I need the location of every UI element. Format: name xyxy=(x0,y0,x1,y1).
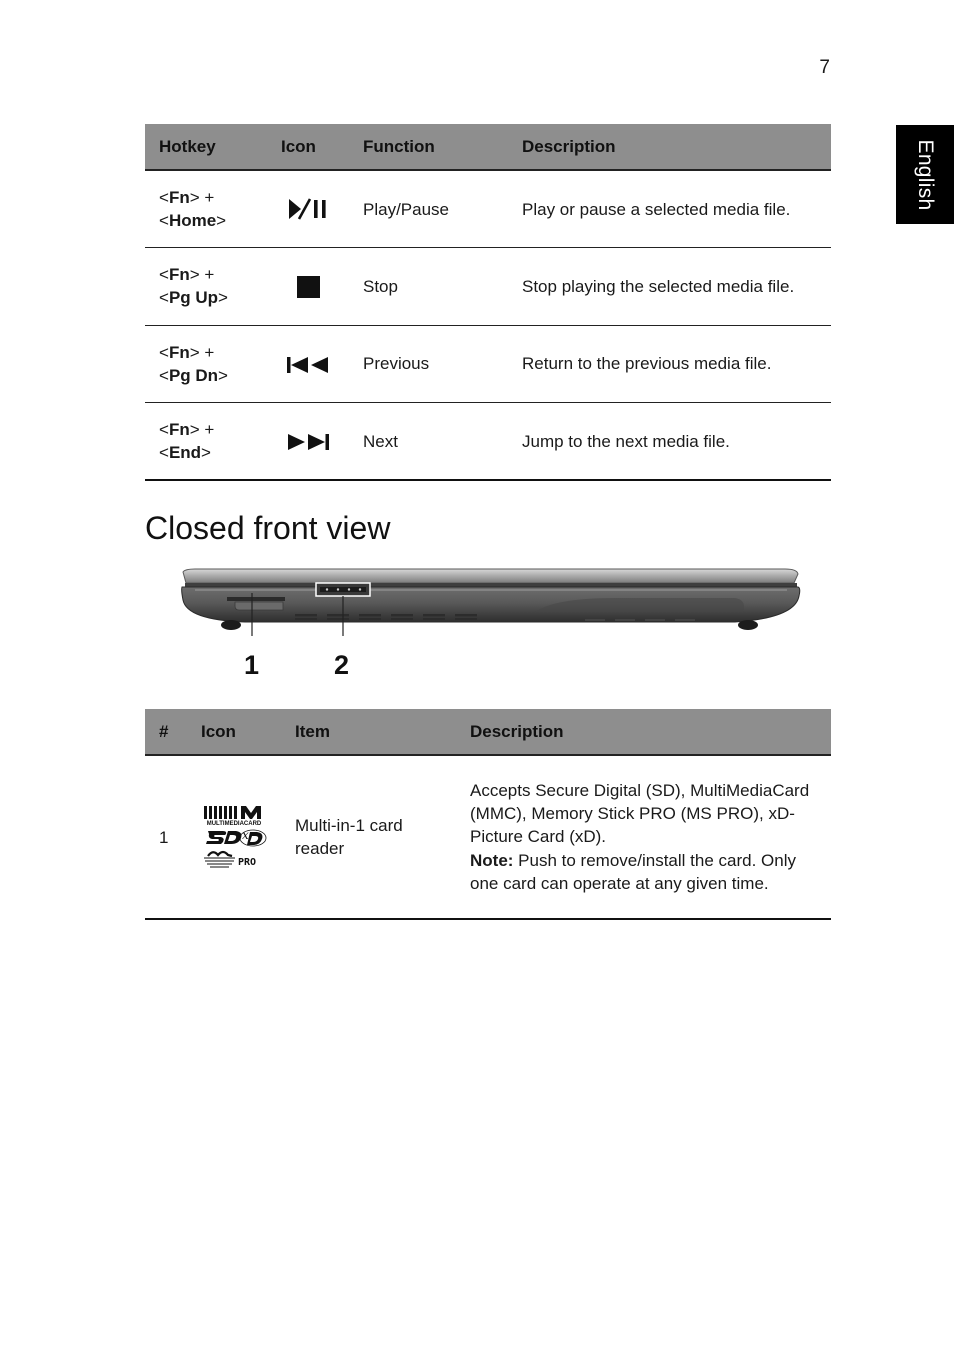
header-function: Function xyxy=(349,124,508,170)
next-icon xyxy=(286,432,330,452)
number-cell: 1 xyxy=(145,755,187,919)
stop-icon xyxy=(287,275,329,299)
card-reader-icon xyxy=(201,805,267,869)
header-item: Item xyxy=(281,709,456,755)
callout-1: 1 xyxy=(244,650,260,680)
hotkey-key: Pg Dn xyxy=(168,365,219,385)
previous-icon xyxy=(286,355,330,375)
table-row xyxy=(145,170,831,248)
section-title: Closed front view xyxy=(145,510,391,546)
note-text xyxy=(470,849,817,895)
hotkey-key: Fn xyxy=(168,188,190,207)
header-number: # xyxy=(145,709,187,755)
hotkey-cell: <Fn> + <End> xyxy=(145,403,267,481)
svg-text:MULTIMEDIACARD: MULTIMEDIACARD xyxy=(206,821,262,827)
play-pause-icon xyxy=(287,197,329,221)
table-row xyxy=(145,755,831,919)
icon-cell xyxy=(267,403,349,481)
note-body: Push to remove/install the card. Only one card can operate at any given time. xyxy=(470,850,796,893)
function-cell: Stop xyxy=(349,248,508,326)
description-cell xyxy=(456,755,831,919)
laptop-front-image xyxy=(175,566,805,636)
table-row xyxy=(145,248,831,326)
icon-cell xyxy=(187,755,281,919)
svg-text:x: x xyxy=(242,828,249,842)
closed-front-view-illustration xyxy=(175,566,805,641)
hotkey-cell: <Fn> + <Home> xyxy=(145,170,267,248)
callout-2: 2 xyxy=(334,650,350,680)
hotkey-key: Fn xyxy=(168,265,190,285)
hotkey-cell: <Fn> + <Pg Up> xyxy=(145,248,267,326)
table-row xyxy=(145,403,831,481)
description-text: Accepts Secure Digital (SD), MultiMediaCard (MMC), Memory Stick PRO (MS PRO), xD-Picture Card (xD). xyxy=(470,780,810,847)
page-number: 7 xyxy=(819,57,830,78)
hotkey-key: Pg Up xyxy=(168,288,219,308)
hotkey-key: Home xyxy=(168,211,217,230)
header-icon: Icon xyxy=(187,709,281,755)
svg-text:PRO: PRO xyxy=(238,857,257,868)
language-tab-label: English xyxy=(914,139,937,210)
icon-cell xyxy=(267,325,349,403)
item-cell: Multi-in-1 card reader xyxy=(281,755,456,919)
function-cell: Next xyxy=(349,403,508,481)
header-description: Description xyxy=(456,709,831,755)
description-cell: Jump to the next media file. xyxy=(508,403,831,481)
hotkey-table xyxy=(145,124,831,481)
hotkey-key: Fn xyxy=(168,342,190,362)
function-cell: Play/Pause xyxy=(349,170,508,248)
language-tab xyxy=(896,125,954,224)
ports-table-header xyxy=(145,709,831,755)
function-cell: Previous xyxy=(349,325,508,403)
description-cell: Play or pause a selected media file. xyxy=(508,170,831,248)
hotkey-key: Fn xyxy=(168,420,190,439)
hotkey-table-header xyxy=(145,124,831,170)
description-cell: Return to the previous media file. xyxy=(508,325,831,403)
header-description: Description xyxy=(508,124,831,170)
header-icon: Icon xyxy=(267,124,349,170)
icon-cell xyxy=(267,248,349,326)
header-hotkey: Hotkey xyxy=(145,124,267,170)
hotkey-key: End xyxy=(168,443,202,462)
note-label: Note: xyxy=(470,850,514,870)
table-row xyxy=(145,325,831,403)
ports-table xyxy=(145,709,831,920)
description-cell: Stop playing the selected media file. xyxy=(508,248,831,326)
icon-cell xyxy=(267,170,349,248)
hotkey-cell: <Fn> + <Pg Dn> xyxy=(145,325,267,403)
